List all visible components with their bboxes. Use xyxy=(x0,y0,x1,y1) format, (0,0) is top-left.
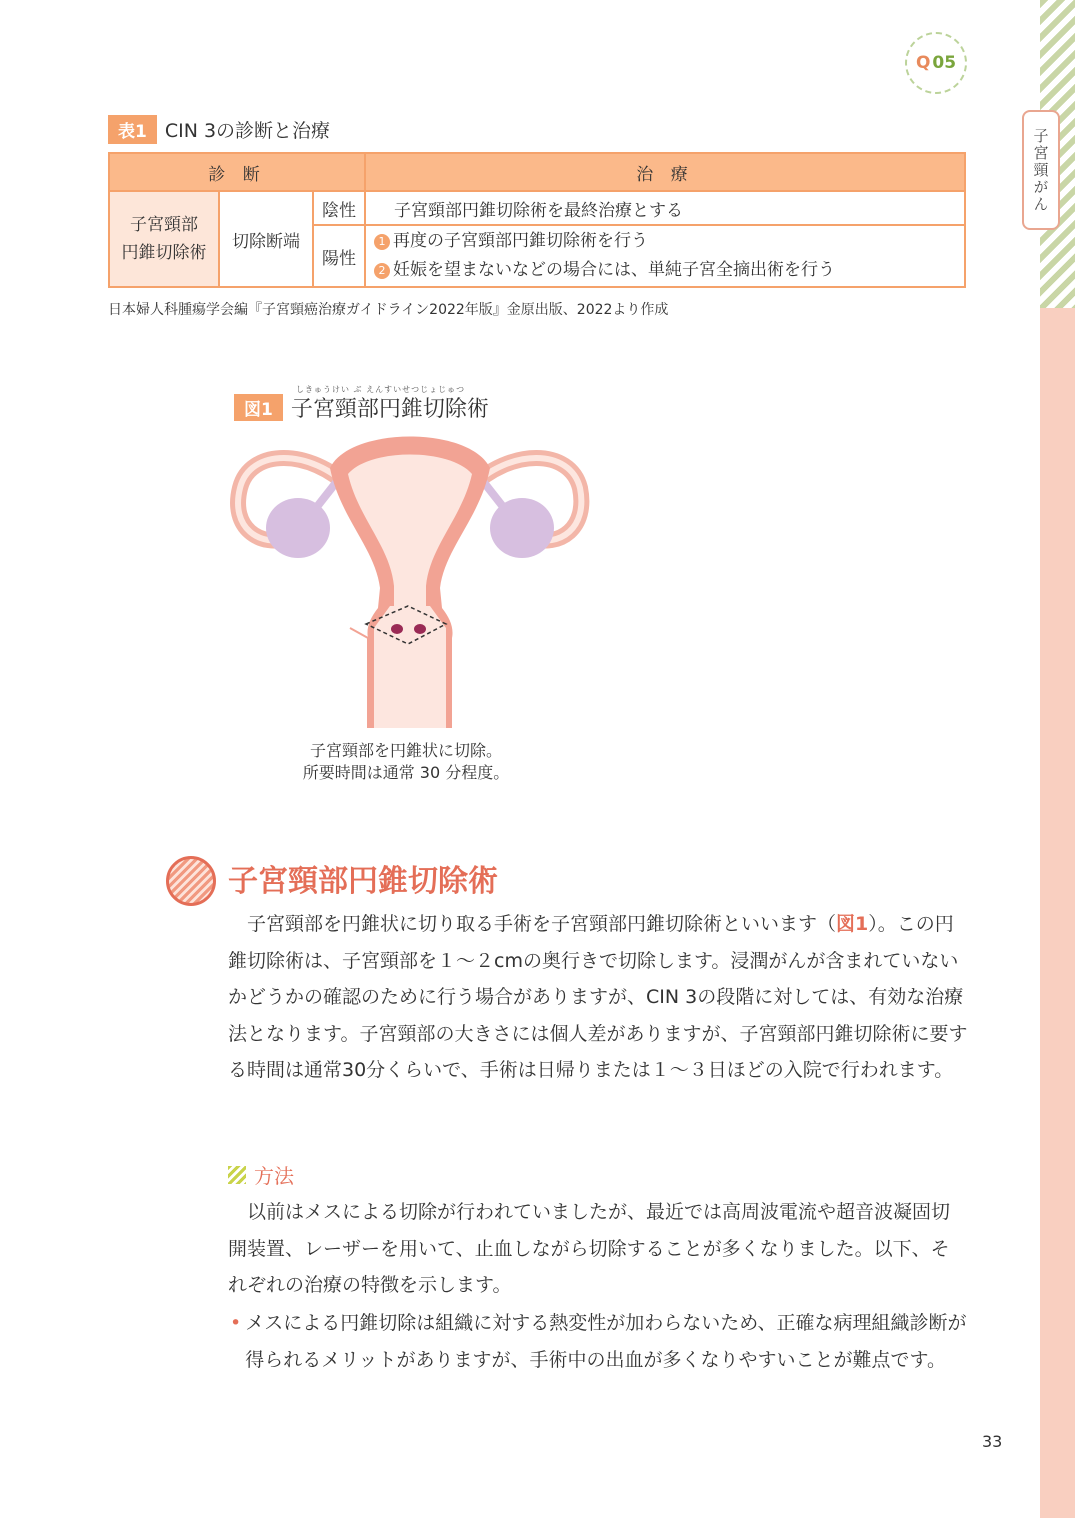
badge-q: Q xyxy=(915,53,931,73)
diag-sub-cell: 切除断端 xyxy=(219,191,313,287)
positive-item-2 xyxy=(374,256,963,285)
subsection-heading xyxy=(228,1160,294,1189)
p1-part-a: 子宮頸部を円錐状に切り取る手術を子宮頸部円錐切除術といいます（ xyxy=(228,913,837,935)
section-icon xyxy=(166,856,216,906)
bullet-item xyxy=(230,1305,970,1378)
section-title: 子宮頸部円錐切除術 xyxy=(228,864,498,899)
chapter-tab-label: 子宮頸がん xyxy=(1031,127,1050,213)
num-1-icon: 1 xyxy=(374,234,390,250)
table-heading xyxy=(108,116,330,142)
diag-main-line1: 子宮頸部 xyxy=(130,215,198,235)
positive-item-1 xyxy=(374,227,963,256)
badge-number: 05 xyxy=(932,53,957,73)
row-positive-cell xyxy=(365,225,965,287)
positive-item-1-text: 再度の子宮頸部円錐切除術を行う xyxy=(393,231,648,251)
diag-main-line2: 円錐切除術 xyxy=(121,243,207,263)
header-diagnosis: 診 断 xyxy=(109,153,365,191)
row-negative-label: 陰性 xyxy=(313,191,365,225)
header-treatment: 治 療 xyxy=(365,153,965,191)
uterus-illustration xyxy=(230,428,590,728)
decorative-side-bar xyxy=(1040,308,1075,1518)
caption-line-1: 子宮頸部を円錐状に切除。 xyxy=(309,741,502,760)
figure-reference[interactable]: 図1 xyxy=(836,913,869,935)
diag-main-cell xyxy=(109,191,219,287)
table-title: CIN 3の診断と治療 xyxy=(164,119,331,142)
row-negative-text: 子宮頸部円錐切除術を最終治療とする xyxy=(365,191,965,225)
table-tag: 表1 xyxy=(108,115,157,144)
row-positive-label: 陽性 xyxy=(313,225,365,287)
subsection-title: 方法 xyxy=(254,1164,294,1188)
table-source: 日本婦人科腫瘍学会編『子宮頸癌治療ガイドライン2022年版』金原出版、2022より作成 xyxy=(108,302,669,318)
figure-title: 子宮頸部円錐切除術 xyxy=(290,397,489,422)
p1-part-b: ）。この円錐切除術は、子宮頸部を１～２cmの奥行きで切除します。浸潤がんが含まれていないかどうかの確認のために行う場合がありますが、CIN 3の段階に対しては、有効な治療法となります。子宮頸部の大きさには個人差がありますが、子宮頸部円錐切除術に要する時間は通常30分くらいで、手術は日帰りまたは１～３日ほどの入院で行われます。 xyxy=(228,913,968,1081)
bullet-text: メスによる円錐切除は組織に対する熱変性が加わらないため、正確な病理組織診断が得られるメリットがありますが、手術中の出血が多くなりやすいことが難点です。 xyxy=(245,1312,967,1371)
positive-item-2-text: 妊娠を望まないなどの場合には、単純子宮全摘出術を行う xyxy=(393,260,835,280)
figure-caption xyxy=(236,740,576,784)
figure-title-ruby: しきゅうけい ぶ えんすいせつじょじゅつ xyxy=(296,385,466,394)
num-2-icon: 2 xyxy=(374,263,390,279)
question-badge xyxy=(905,32,967,94)
caption-line-2: 所要時間は通常 30 分程度。 xyxy=(302,763,510,782)
paragraph-intro xyxy=(228,906,968,1089)
page-number: 33 xyxy=(982,1432,1003,1451)
cin3-table xyxy=(108,152,966,288)
bullet-dot-icon: • xyxy=(230,1312,242,1334)
figure-heading xyxy=(234,392,489,423)
paragraph-method: 以前はメスによる切除が行われていましたが、最近では高周波電流や超音波凝固切開装置、レーザーを用いて、止血しながら切除することが多くなりました。以下、それぞれの治療の特徴を示します。 xyxy=(228,1201,951,1296)
hatch-icon xyxy=(228,1166,246,1184)
chapter-tab[interactable] xyxy=(1022,110,1060,230)
figure-tag: 図1 xyxy=(234,394,283,421)
